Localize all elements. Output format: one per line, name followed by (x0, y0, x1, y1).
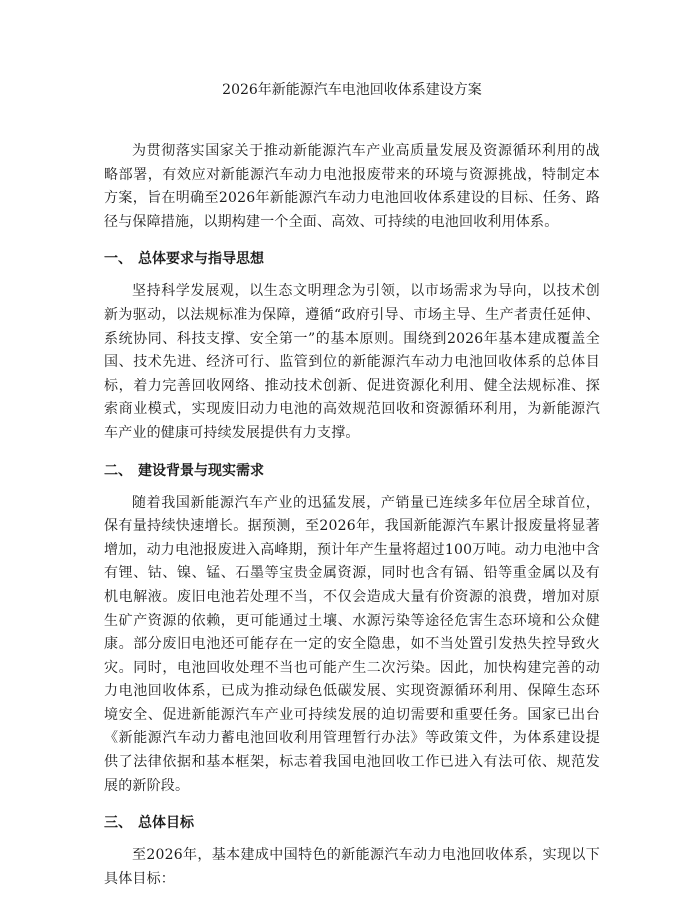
intro-paragraph: 为贯彻落实国家关于推动新能源汽车产业高质量发展及资源循环利用的战略部署，有效应对新能源汽车动力电池报废带来的环境与资源挑战，特制定本方案，旨在明确至2026年新能源汽车动力电池回收体系建设的目标、任务、路径与保障措施，以期构建一个全面、高效、可持续的电池回收利用体系。 (104, 143, 600, 230)
section-heading-text: 总体要求与指导思想 (138, 251, 264, 268)
document-title: 2026年新能源汽车电池回收体系建设方案 (222, 82, 482, 98)
section-number: 一、 (104, 251, 132, 268)
section-number: 三、 (104, 815, 132, 832)
section-number: 二、 (104, 462, 132, 479)
section-body-3: 至2026年，基本建成中国特色的新能源汽车动力电池回收体系，实现以下具体目标： (104, 847, 600, 887)
section-heading-1 (104, 248, 600, 270)
section-body-2: 随着我国新能源汽车产业的迅猛发展，产销量已连续多年位居全球首位，保有量持续快速增长。据预测，至2026年，我国新能源汽车累计报废量将显著增加，动力电池报废进入高峰期，预计年产生量将超过100万吨。动力电池中含有锂、钴、镍、锰、石墨等宝贵金属资源，同时也含有镉、铅等重金属以及有机电解液。废旧电池若处理不当，不仅会造成大量有价资源的浪费，增加对原生矿产资源的依赖，更可能通过土壤、水源污染等途径危害生态环境和公众健康。部分废旧电池还可能存在一定的安全隐患，如不当处置引发热失控导致火灾。同时，电池回收处理不当也可能产生二次污染。因此，加快构建完善的动力电池回收体系，已成为推动绿色低碳发展、实现资源循环利用、保障生态环境安全、促进新能源汽车产业可持续发展的迫切需要和重要任务。国家已出台《新能源汽车动力蓄电池回收利用管理暂行办法》等政策文件，为体系建设提供了法律依据和基本框架，标志着我国电池回收工作已进入有法可依、规范发展的新阶段。 (104, 494, 600, 794)
section-heading-2 (104, 460, 600, 482)
section-heading-text: 总体目标 (138, 815, 194, 832)
section-heading-text: 建设背景与现实需求 (138, 462, 264, 479)
section-body-1: 坚持科学发展观，以生态文明理念为引领，以市场需求为导向，以技术创新为驱动，以法规标准为保障，遵循“政府引导、市场主导、生产者责任延伸、系统协同、科技支撑、安全第一”的基本原则。围绕到2026年基本建成覆盖全国、技术先进、经济可行、监管到位的新能源汽车动力电池回收体系的总体目标，着力完善回收网络、推动技术创新、促进资源化利用、健全法规标准、探索商业模式，实现废旧动力电池的高效规范回收和资源循环利用，为新能源汽车产业的健康可持续发展提供有力支撑。 (104, 283, 600, 441)
section-heading-3 (104, 812, 600, 834)
